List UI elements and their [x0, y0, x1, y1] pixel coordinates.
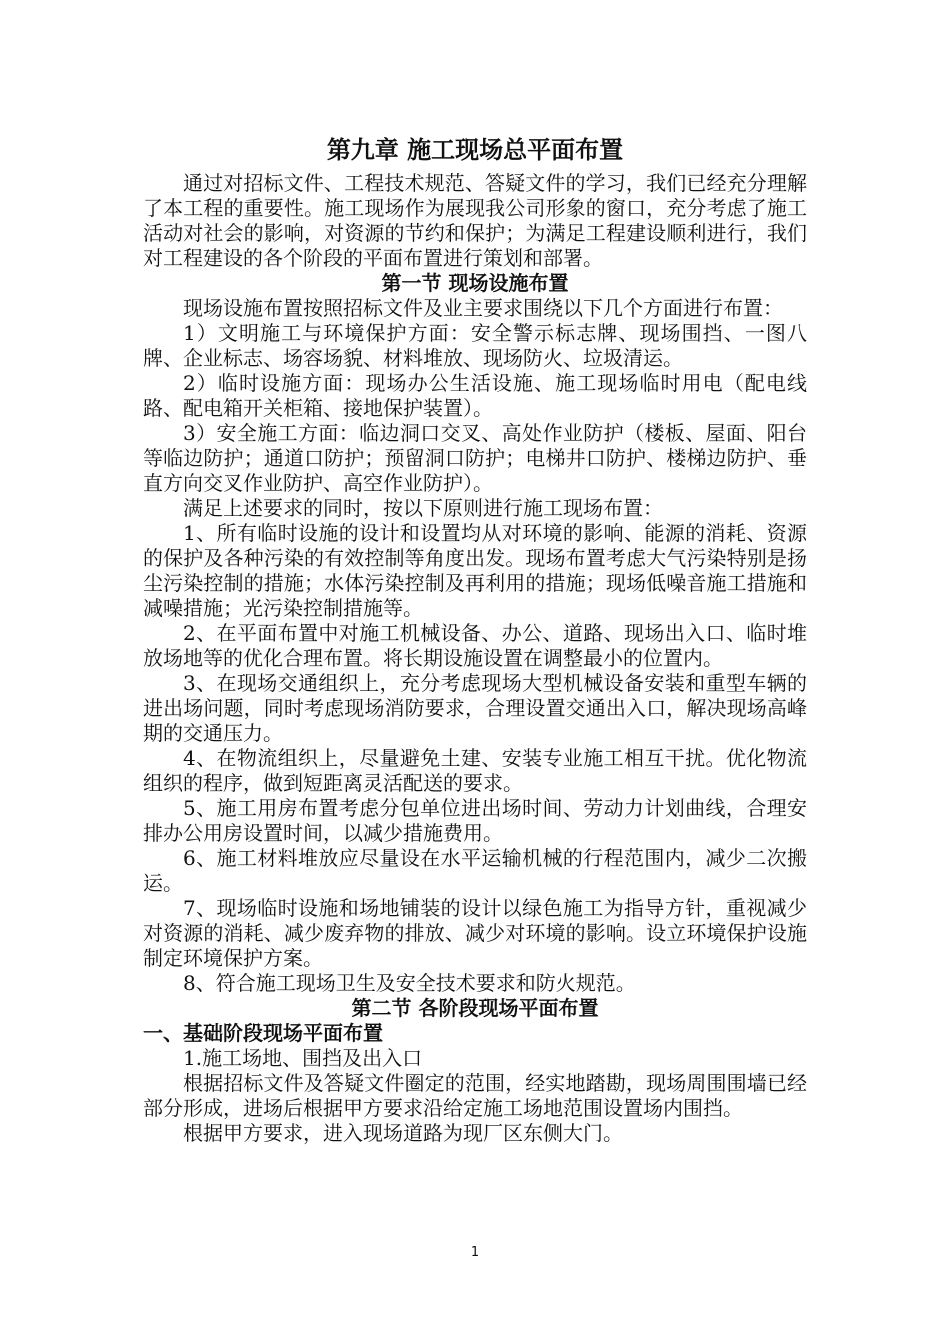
section-1-paragraph: 5、施工用房布置考虑分包单位进出场时间、劳动力计划曲线，合理安排办公用房设置时间，以减少措施费用。: [143, 796, 807, 845]
subsection-title: 一、基础阶段现场平面布置: [143, 1021, 383, 1045]
section-1-paragraph: 7、现场临时设施和场地铺装的设计以绿色施工为指导方针，重视减少对资源的消耗、减少废弃物的排放、减少对环境的影响。设立环境保护设施制定环境保护方案。: [143, 896, 807, 970]
section-1-paragraph: 1、所有临时设施的设计和设置均从对环境的影响、能源的消耗、资源的保护及各种污染的有效控制等角度出发。现场布置考虑大气污染特别是扬尘污染控制的措施；水体污染控制及再利用的措施；现场低噪音施工措施和减噪措施；光污染控制措施等。: [143, 521, 807, 620]
page-number: 1: [470, 1245, 480, 1260]
section-2-paragraph: 根据甲方要求，进入现场道路为现厂区东侧大门。: [183, 1121, 623, 1145]
section-2-paragraph: 1.施工场地、围挡及出入口: [183, 1046, 423, 1070]
section-1-paragraph: 8、符合施工现场卫生及安全技术要求和防火规范。: [183, 971, 636, 995]
section-1-paragraph: 3、在现场交通组织上，充分考虑现场大型机械设备安装和重型车辆的进出场问题，同时考虑现场消防要求，合理设置交通出入口，解决现场高峰期的交通压力。: [143, 671, 807, 745]
section-1-paragraph: 满足上述要求的同时，按以下原则进行施工现场布置：: [183, 496, 663, 520]
section-1-paragraph: 6、施工材料堆放应尽量设在水平运输机械的行程范围内，减少二次搬运。: [143, 846, 807, 895]
section-1-paragraph: 4、在物流组织上，尽量避免土建、安装专业施工相互干扰。优化物流组织的程序，做到短距离灵活配送的要求。: [143, 746, 807, 795]
chapter-title: 第九章 施工现场总平面布置: [326, 135, 624, 164]
section-1-title: 第一节 现场设施布置: [381, 271, 569, 295]
section-1-paragraph: 现场设施布置按照招标文件及业主要求围绕以下几个方面进行布置：: [183, 296, 783, 320]
section-2-title: 第二节 各阶段现场平面布置: [351, 996, 599, 1020]
intro-paragraph: 通过对招标文件、工程技术规范、答疑文件的学习，我们已经充分理解了本工程的重要性。施工现场作为展现我公司形象的窗口，充分考虑了施工活动对社会的影响，对资源的节约和保护；为满足工程建设顺利进行，我们对工程建设的各个阶段的平面布置进行策划和部署。: [143, 171, 807, 270]
section-2-paragraph: 根据招标文件及答疑文件圈定的范围，经实地踏勘，现场周围围墙已经部分形成，进场后根据甲方要求沿给定施工场地范围设置场内围挡。: [143, 1071, 807, 1120]
page-content: [143, 133, 807, 1146]
section-1-paragraph: 2）临时设施方面：现场办公生活设施、施工现场临时用电（配电线路、配电箱开关柜箱、接地保护装置）。: [143, 371, 807, 420]
section-1-paragraph: 1）文明施工与环境保护方面：安全警示标志牌、现场围挡、一图八牌、企业标志、场容场貌、材料堆放、现场防火、垃圾清运。: [143, 321, 807, 370]
section-1-paragraph: 3）安全施工方面：临边洞口交叉、高处作业防护（楼板、屋面、阳台等临边防护；通道口防护；预留洞口防护；电梯井口防护、楼梯边防护、垂直方向交叉作业防护、高空作业防护）。: [143, 421, 807, 495]
section-1-paragraph: 2、在平面布置中对施工机械设备、办公、道路、现场出入口、临时堆放场地等的优化合理布置。将长期设施设置在调整最小的位置内。: [143, 621, 807, 670]
